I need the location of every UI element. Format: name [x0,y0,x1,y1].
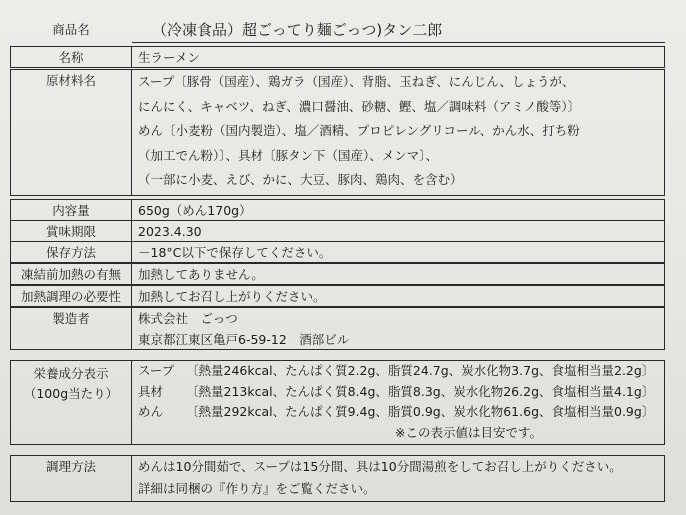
spec-value [132,46,665,68]
spec-value-line: 650g（めん170g） [138,203,252,218]
spec-label: 製造者 [10,307,132,350]
spec-value-line: 加熱してお召し上がりください。 [138,289,326,304]
spec-value-line: （一部に小麦、えび、かに、大豆、豚肉、鶏肉、を含む） [138,172,463,187]
nutrition-detail: 〔熱量246kcal、たんぱく質2.2g、脂質24.7g、炭水化物3.7g、食塩相当量2.2g〕 [186,363,655,378]
spec-value-line: スープ〔豚骨（国産）、鶏ガラ（国産）、背脂、玉ねぎ、にんじん、しょうが、 [138,74,575,89]
nutrition-item [138,402,664,423]
cooking-section [10,455,665,502]
nutrition-category: めん [138,404,164,419]
spec-label: 凍結前加熱の有無 [10,263,132,285]
product-name-row [10,18,665,43]
nutrition-detail: 〔熱量213kcal、たんぱく質8.4g、脂質8.3g、炭水化物26.2g、食塩相当量4.1g〕 [186,383,655,399]
nutrition-label-line: （100g当たり） [23,386,119,401]
spec-value [132,241,665,263]
nutrition-item [138,382,664,403]
spec-label: 保存方法 [10,241,132,263]
nutrition-section [10,360,665,445]
nutrition-label-line: 栄養成分表示 [33,366,109,381]
spec-value-line: 2023.4.30 [138,224,202,239]
spec-value [132,69,665,196]
spec-value-line: にんにく、キャベツ、ねぎ、濃口醤油、砂糖、鰹、塩／調味料（アミノ酸等）〕 [138,98,581,114]
nutrition-label [10,360,132,445]
spec-value-line: （加工でん粉）〕、具材〔豚タン下（国産）、メンマ〕、 [138,147,439,163]
spec-value [132,220,665,242]
spec-row-name [10,46,665,68]
spec-label: 賞味期限 [10,220,132,242]
spec-value-line: －18°C以下で保存してください。 [138,245,332,260]
spec-value [132,307,665,350]
spec-value [132,199,665,221]
spec-value-line: 東京都江東区亀戸6-59-12 酒部ビル [138,332,350,347]
spec-value [132,285,665,307]
cooking-line: めんは10分間茹で、スープは15分間、具は10分間湯煎をしてお召し上がりください。 [138,459,622,474]
spec-value-line: 加熱してありません。 [138,267,264,282]
cooking-line: 詳細は同梱の『作り方』をご覧ください。 [138,481,376,496]
nutrition-values [132,360,665,445]
product-name-label: 商品名 [52,22,90,37]
nutrition-category: スープ [138,363,175,378]
product-name-value: （冷凍食品）超ごってり麺ごっつ)タン二郎 [132,18,665,43]
nutrition-note: ※この表示値は目安です。 [395,424,542,440]
spec-label: 名称 [10,46,132,68]
spec-row-preheated [10,263,665,285]
cooking-label: 調理方法 [10,455,132,502]
spec-value-line: めん〔小麦粉（国内製造）、塩／酒精、プロピレングリコール、かん水、打ち粉 [138,123,580,138]
nutrition-item [138,361,664,382]
spec-row-heating-required [10,285,665,307]
spec-value [132,263,665,285]
nutrition-detail: 〔熱量292kcal、たんぱく質9.4g、脂質0.9g、炭水化物61.6g、食塩相当量0.9g〕 [186,404,655,419]
nutrition-category: 具材 [138,383,164,399]
spec-label: 内容量 [10,199,132,221]
spec-label: 原材料名 [10,69,132,196]
spec-value-line: 株式会社 ごっつ [138,311,238,326]
spec-row-storage [10,241,665,263]
cooking-values [132,455,665,502]
spec-row-manufacturer [10,307,665,350]
spec-row-net-weight [10,199,665,221]
spec-row-best-before [10,220,665,242]
spec-label: 加熱調理の必要性 [10,285,132,307]
spec-row-ingredients [10,69,665,196]
spec-value-line: 生ラーメン [138,50,200,65]
